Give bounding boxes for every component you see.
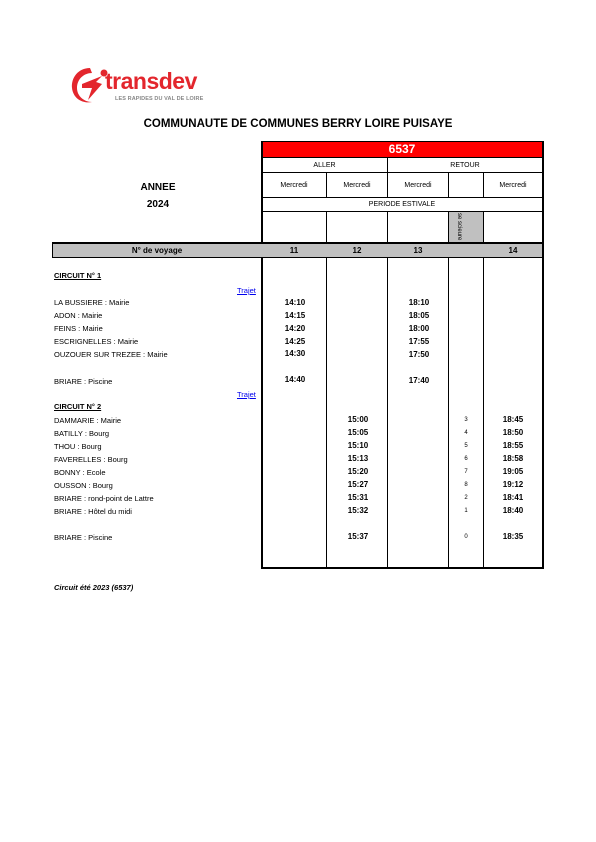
time-11: 14:15 xyxy=(284,311,306,320)
stop-name: FEINS : Mairie xyxy=(54,324,103,333)
annee-label: ANNEE xyxy=(140,182,176,193)
grid-line xyxy=(483,211,484,569)
order-number: 8 xyxy=(464,482,468,488)
stop-name: FAVERELLES : Bourg xyxy=(54,455,128,464)
time-13: 17:55 xyxy=(408,337,430,346)
time-12: 15:13 xyxy=(347,454,369,463)
grid-line xyxy=(387,211,388,569)
time-12: 15:05 xyxy=(347,428,369,437)
footer-note: Circuit été 2023 (6537) xyxy=(54,583,134,592)
stop-name: OUSSON : Bourg xyxy=(54,481,113,490)
se-scieure-label: se scieure xyxy=(456,213,462,241)
day-14: Mercredi xyxy=(499,182,527,189)
time-11: 14:25 xyxy=(284,337,306,346)
time-14: 18:45 xyxy=(502,415,524,424)
time-14: 18:41 xyxy=(502,493,524,502)
line-number: 6537 xyxy=(261,141,543,158)
trip-14: 14 xyxy=(508,246,518,255)
trip-13: 13 xyxy=(413,246,423,255)
time-11: 14:30 xyxy=(284,349,306,358)
trajet-link-2[interactable]: Trajet xyxy=(237,390,256,399)
order-number: 2 xyxy=(464,495,468,501)
time-14: 19:12 xyxy=(502,480,524,489)
grid-line xyxy=(448,172,449,197)
aller-header: ALLER xyxy=(313,162,336,169)
time-12: 15:27 xyxy=(347,480,369,489)
logo-wordmark: transdev xyxy=(105,68,197,94)
voyage-label: N° de voyage xyxy=(131,246,183,255)
time-13: 18:10 xyxy=(408,298,430,307)
time-14: 18:58 xyxy=(502,454,524,463)
time-13: 17:50 xyxy=(408,350,430,359)
stop-name: BRIARE : Hôtel du midi xyxy=(54,507,132,516)
stop-name: THOU : Bourg xyxy=(54,442,102,451)
stop-name: OUZOUER SUR TREZEE : Mairie xyxy=(54,350,168,359)
time-14: 18:55 xyxy=(502,441,524,450)
stop-name: BRIARE : Piscine xyxy=(54,533,113,542)
stop-name: ESCRIGNELLES : Mairie xyxy=(54,337,139,346)
order-number: 4 xyxy=(464,430,468,436)
time-12: 15:37 xyxy=(347,532,369,541)
circuit-1-title: CIRCUIT N° 1 xyxy=(54,271,102,280)
grid-line xyxy=(448,211,449,569)
stop-name: BATILLY : Bourg xyxy=(54,429,110,438)
time-14: 19:05 xyxy=(502,467,524,476)
grid-line xyxy=(261,211,543,212)
retour-header: RETOUR xyxy=(450,162,480,169)
time-12: 15:31 xyxy=(347,493,369,502)
time-13: 17:40 xyxy=(408,376,430,385)
time-12: 15:32 xyxy=(347,506,369,515)
logo-subtitle: LES RAPIDES DU VAL DE LOIRE xyxy=(115,96,204,102)
time-12: 15:10 xyxy=(347,441,369,450)
grid-line xyxy=(261,197,543,198)
stop-name: LA BUSSIERE : Mairie xyxy=(54,298,130,307)
trip-11: 11 xyxy=(289,246,299,255)
grid-line xyxy=(326,211,327,569)
time-13: 18:05 xyxy=(408,311,430,320)
circuit-2-title: CIRCUIT N° 2 xyxy=(54,402,102,411)
time-13: 18:00 xyxy=(408,324,430,333)
day-13: Mercredi xyxy=(404,182,432,189)
grid-line xyxy=(261,172,543,173)
day-11: Mercredi xyxy=(280,182,308,189)
grid-line xyxy=(52,257,544,258)
order-number: 0 xyxy=(464,534,468,540)
annee-value: 2024 xyxy=(146,199,170,210)
order-number: 3 xyxy=(464,417,468,423)
trajet-link-1[interactable]: Trajet xyxy=(237,286,256,295)
time-14: 18:35 xyxy=(502,532,524,541)
time-14: 18:50 xyxy=(502,428,524,437)
stop-name: DAMMARIE : Mairie xyxy=(54,416,122,425)
time-12: 15:20 xyxy=(347,467,369,476)
periode-label: PERIODE ESTIVALE xyxy=(368,201,436,208)
trip-12: 12 xyxy=(352,246,362,255)
order-number: 7 xyxy=(464,469,468,475)
transdev-logo xyxy=(68,64,218,108)
stop-name: BRIARE : rond-point de Lattre xyxy=(54,494,154,503)
time-11: 14:20 xyxy=(284,324,306,333)
stop-name: ADON : Mairie xyxy=(54,311,103,320)
grid-line xyxy=(261,567,544,569)
order-number: 5 xyxy=(464,443,468,449)
order-number: 1 xyxy=(464,508,468,514)
time-11: 14:40 xyxy=(284,375,306,384)
order-number: 6 xyxy=(464,456,468,462)
time-12: 15:00 xyxy=(347,415,369,424)
day-12: Mercredi xyxy=(343,182,371,189)
time-11: 14:10 xyxy=(284,298,306,307)
page-title: COMMUNAUTE DE COMMUNES BERRY LOIRE PUISAYE xyxy=(143,118,453,130)
stop-name: BONNY : Ecole xyxy=(54,468,106,477)
stop-name: BRIARE : Piscine xyxy=(54,377,113,386)
time-14: 18:40 xyxy=(502,506,524,515)
grid-line xyxy=(542,141,544,569)
